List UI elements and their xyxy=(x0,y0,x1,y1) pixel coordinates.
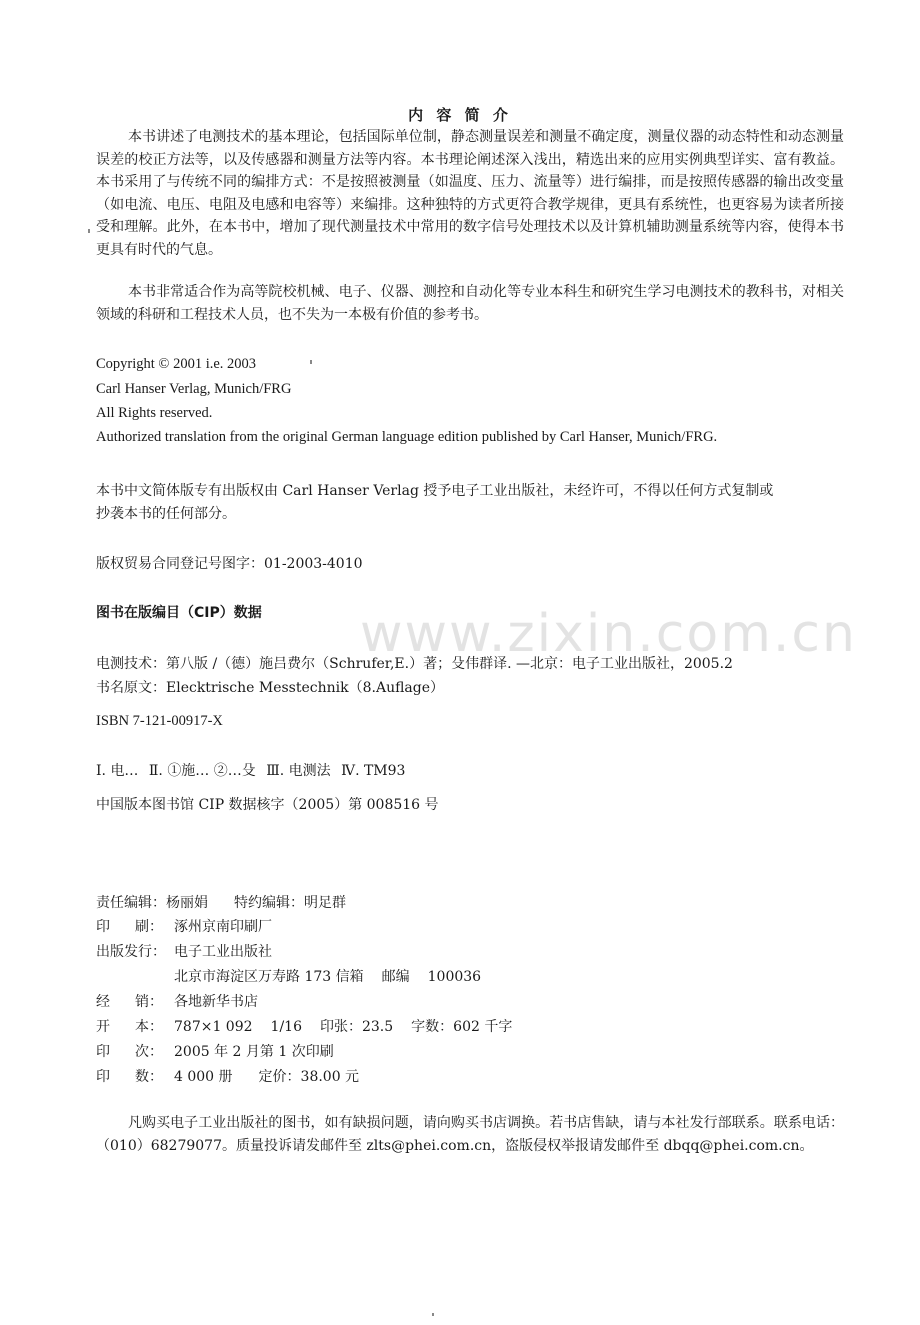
class-text: ①施… ②…殳 xyxy=(167,763,256,779)
count-value: 4 000 册 xyxy=(174,1069,233,1085)
edition-value: 2005 年 2 月第 1 次印刷 xyxy=(174,1044,334,1060)
price-label: 定价： xyxy=(258,1069,301,1085)
imprint-printer-row xyxy=(96,916,272,938)
editor-value: 杨丽娟 xyxy=(166,895,208,911)
imprint-format-row xyxy=(96,1016,512,1038)
count-label-b: 数： xyxy=(135,1069,163,1085)
translation-line: Authorized translation from the original German language edition published by Carl Hanser, Munich/FRG. xyxy=(96,429,718,445)
publisher-value: 电子工业出版社 xyxy=(174,944,272,960)
format-value: 787×1 092 xyxy=(174,1019,253,1035)
edition-label-a: 印 xyxy=(96,1044,110,1060)
publisher-label: 出版发行： xyxy=(96,944,166,960)
class-text: TM93 xyxy=(363,763,406,779)
editor-label: 责任编辑： xyxy=(96,895,166,911)
format-label-a: 开 xyxy=(96,1019,110,1035)
copyright-line: Copyright © 2001 i.e. 2003 xyxy=(96,356,257,372)
margin-mark xyxy=(432,1313,434,1316)
class-number: Ⅰ. xyxy=(96,763,106,779)
cip-entry-line: 电测技术：第八版 /（德）施吕费尔（Schrufer,E.）著；殳伟群译. —北京：电子工业出版社，2005.2 xyxy=(96,656,733,672)
imprint-distributor-row xyxy=(96,991,258,1013)
margin-mark xyxy=(310,360,312,364)
dist-label-b: 销： xyxy=(135,994,163,1010)
license-line-1: 本书中文简体版专有出版权由 Carl Hanser Verlag 授予电子工业出版社，未经许可，不得以任何方式复制或 xyxy=(96,483,774,499)
imprint-publisher-row xyxy=(96,941,272,963)
watermark: www.zixin.com.cn xyxy=(360,604,857,664)
summary-paragraph-1: 本书讲述了电测技术的基本理论，包括国际单位制，静态测量误差和测量不确定度，测量仪器的动态特性和动态测量误差的校正方法等，以及传感器和测量方法等内容。本书理论阐述深入浅出，精选出来的应用实例典型详实、富有教益。本书采用了与传统不同的编排方式：不是按照被测量（如温度、压力、流量等）进行编排，而是按照传感器的输出改变量（如电流、电压、电阻及电感和电容等）来编排。这种独特的方式更符合教学规律，更具有系统性，也更容易为读者所接受和理解。此外，在本书中，增加了现代测量技术中常用的数字信号处理技术以及计算机辅助测量系统等内容，使得本书更具有时代的气息。 xyxy=(96,129,844,258)
address-value: 北京市海淀区万寿路 173 信箱 xyxy=(174,969,364,985)
margin-mark xyxy=(88,229,90,233)
printer-label-a: 印 xyxy=(96,919,110,935)
rights-line: All Rights reserved. xyxy=(96,405,213,421)
class-text: 电… xyxy=(110,763,139,779)
count-label-a: 印 xyxy=(96,1069,110,1085)
printer-value: 涿州京南印刷厂 xyxy=(174,919,272,935)
cip-verify-number: 中国版本图书馆 CIP 数据核字（2005）第 008516 号 xyxy=(96,797,439,813)
imprint-count-row xyxy=(96,1066,359,1088)
special-editor-label: 特约编辑： xyxy=(234,895,304,911)
class-number: Ⅳ. xyxy=(341,763,360,779)
fold-value: 1/16 xyxy=(270,1019,302,1035)
cip-classification xyxy=(96,760,411,780)
class-text: 电测法 xyxy=(288,763,331,779)
class-number: Ⅲ. xyxy=(266,763,285,779)
imprint-editor-row xyxy=(96,892,346,914)
format-label-b: 本： xyxy=(135,1019,163,1035)
cip-heading: 图书在版编目（CIP）数据 xyxy=(96,605,262,621)
isbn: ISBN 7-121-00917-X xyxy=(96,713,223,729)
sheets-label: 印张： xyxy=(319,1019,362,1035)
summary-title: 内 容 简 介 xyxy=(408,106,512,124)
postcode-label: 邮编 xyxy=(381,969,410,985)
publisher-line: Carl Hanser Verlag, Munich/FRG xyxy=(96,381,292,397)
class-number: Ⅱ. xyxy=(148,763,163,779)
distributor-value: 各地新华书店 xyxy=(174,994,258,1010)
words-value: 602 千字 xyxy=(453,1019,513,1035)
edition-label-b: 次： xyxy=(135,1044,163,1060)
imprint-edition-row xyxy=(96,1041,334,1063)
price-value: 38.00 元 xyxy=(300,1069,360,1085)
imprint-address-row xyxy=(96,966,481,988)
license-line-2: 抄袭本书的任何部分。 xyxy=(96,506,236,522)
summary-paragraph-2: 本书非常适合作为高等院校机械、电子、仪器、测控和自动化等专业本科生和研究生学习电测技术的教科书，对相关领域的科研和工程技术人员，也不失为一本极有价值的参考书。 xyxy=(96,284,844,323)
service-notice: 凡购买电子工业出版社的图书，如有缺损问题，请向购买书店调换。若书店售缺，请与本社发行部联系。联系电话：（010）68279077。质量投诉请发邮件至 zlts@phei.com.cn，盗版侵权举报请发邮件至 dbqq@phei.com.cn。 xyxy=(96,1115,844,1154)
cip-original-title: 书名原文：Elecktrische Messtechnik（8.Auflage） xyxy=(96,680,445,696)
special-editor-value: 明足群 xyxy=(304,895,346,911)
printer-label-b: 刷： xyxy=(135,919,163,935)
words-label: 字数： xyxy=(411,1019,454,1035)
dist-label-a: 经 xyxy=(96,994,110,1010)
postcode-value: 100036 xyxy=(427,969,482,985)
sheets-value: 23.5 xyxy=(361,1019,394,1035)
contract-number: 版权贸易合同登记号图字：01-2003-4010 xyxy=(96,556,363,572)
